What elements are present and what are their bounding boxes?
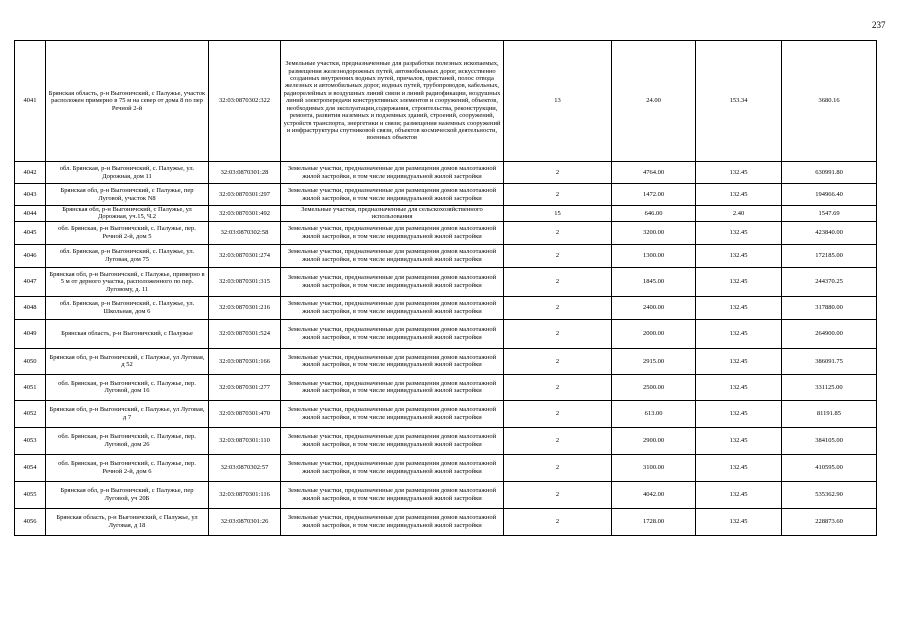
address-cell: обл. Брянская, р-н Выгоничский, с. Палужье, пер. Речной 2-й, дом 6 [46,454,209,481]
address-cell: Брянская обл, р-н Выгоничский, с Палужье, ул Луговая, д 7 [46,400,209,427]
area-cell: 4042.00 [612,481,696,508]
cadastral-number-cell: 32:03:0870301:216 [209,296,281,319]
category-code-cell: 2 [504,454,612,481]
cadastral-value-cell: 331125.00 [782,374,877,400]
unit-value-cell: 132.45 [696,162,782,184]
unit-value-cell: 132.45 [696,348,782,374]
area-cell: 2900.00 [612,427,696,454]
unit-value-cell: 2.40 [696,206,782,222]
table-row [15,162,877,184]
permitted-use-cell: Земельные участки, предназначенные для размещения домов малоэтажной жилой застройки, в том числе индивидуальной жилой застройки [281,296,504,319]
row-number: 4049 [15,319,46,348]
table-row [15,508,877,535]
permitted-use-cell: Земельные участки, предназначенные для размещения домов малоэтажной жилой застройки, в том числе индивидуальной жилой застройки [281,400,504,427]
cadastral-value-cell: 535362.90 [782,481,877,508]
address-cell: обл. Брянская, р-н Выгоничский, с. Палужье, ул. Дорожная, дом 11 [46,162,209,184]
address-cell: обл. Брянская, р-н Выгоничский, с. Палужье, пер. Луговой, дом 26 [46,427,209,454]
unit-value-cell: 132.45 [696,244,782,267]
cadastral-number-cell: 32:03:0870302:58 [209,221,281,244]
area-cell: 2000.00 [612,319,696,348]
area-cell: 2500.00 [612,374,696,400]
table-row [15,481,877,508]
permitted-use-cell: Земельные участки, предназначенные для размещения домов малоэтажной жилой застройки, в том числе индивидуальной жилой застройки [281,508,504,535]
row-number: 4047 [15,267,46,296]
row-number: 4041 [15,41,46,162]
address-cell: обл. Брянская, р-н Выгоничский, с. Палужье, ул. Школьная, дом 6 [46,296,209,319]
table-row [15,267,877,296]
cadastral-value-cell: 194966.40 [782,184,877,206]
row-number: 4043 [15,184,46,206]
cadastral-number-cell: 32:03:0870301:492 [209,206,281,222]
cadastral-number-cell: 32:03:0870301:470 [209,400,281,427]
unit-value-cell: 132.45 [696,267,782,296]
permitted-use-cell: Земельные участки, предназначенные для размещения домов малоэтажной жилой застройки, в том числе индивидуальной жилой застройки [281,348,504,374]
cadastral-number-cell: 32:03:0870301:110 [209,427,281,454]
area-cell: 646.00 [612,206,696,222]
row-number: 4056 [15,508,46,535]
row-number: 4055 [15,481,46,508]
table-row [15,454,877,481]
table-row [15,41,877,162]
row-number: 4051 [15,374,46,400]
table-row [15,374,877,400]
area-cell: 1300.00 [612,244,696,267]
unit-value-cell: 132.45 [696,184,782,206]
category-code-cell: 15 [504,206,612,222]
cadastral-number-cell: 32:03:0870301:315 [209,267,281,296]
category-code-cell: 2 [504,400,612,427]
permitted-use-cell: Земельные участки, предназначенные для размещения домов малоэтажной жилой застройки, в том числе индивидуальной жилой застройки [281,481,504,508]
row-number: 4053 [15,427,46,454]
address-cell: Брянская обл, р-н Выгоничский, с Палужье, пер Луговой, участок N8 [46,184,209,206]
category-code-cell: 2 [504,184,612,206]
area-cell: 2915.00 [612,348,696,374]
area-cell: 2400.00 [612,296,696,319]
area-cell: 613.00 [612,400,696,427]
cadastral-value-cell: 3680.16 [782,41,877,162]
permitted-use-cell: Земельные участки, предназначенные для размещения домов малоэтажной жилой застройки, в том числе индивидуальной жилой застройки [281,454,504,481]
address-cell: обл. Брянская, р-н Выгоничский, с. Палужье, пер. Речной 2-й, дом 5 [46,221,209,244]
table-row [15,244,877,267]
table-row [15,319,877,348]
area-cell: 3100.00 [612,454,696,481]
category-code-cell: 2 [504,481,612,508]
category-code-cell: 2 [504,221,612,244]
address-cell: Брянская область, р-н Выгоничский, с Палужье [46,319,209,348]
permitted-use-cell: Земельные участки, предназначенные для размещения домов малоэтажной жилой застройки, в том числе индивидуальной жилой застройки [281,162,504,184]
land-registry-table [14,40,877,536]
cadastral-value-cell: 264900.00 [782,319,877,348]
category-code-cell: 2 [504,374,612,400]
permitted-use-cell: Земельные участки, предназначенные для размещения домов малоэтажной жилой застройки, в том числе индивидуальной жилой застройки [281,427,504,454]
permitted-use-cell: Земельные участки, предназначенные для разработки полезных ископаемых, размещения железнодорожных путей, автомобильных дорог, искусственно созданных внутренних водных путей, причалов, пристаней, полос отвода железных и автомобильных дорог, водных путей, трубопроводов, кабельных, радиорелейных и воздушных линий связи и линий радиофикации, воздушных линий электропередачи конструктивных элементов и сооружений, объектов, необходимых для эксплуатации,содержания, строительства, реконструкции, ремонта, развития наземных и подземных зданий, строений, сооружений, устройств транспорта, энергетики и связи; размещения наземных сооружений и инфраструктуры спутниковой связи, объектов космической деятельности, военных объектов [281,41,504,162]
category-code-cell: 2 [504,244,612,267]
unit-value-cell: 132.45 [696,427,782,454]
table-row [15,427,877,454]
row-number: 4052 [15,400,46,427]
permitted-use-cell: Земельные участки, предназначенные для размещения домов малоэтажной жилой застройки, в том числе индивидуальной жилой застройки [281,374,504,400]
table-body [15,41,877,536]
address-cell: Брянская область, р-н Выгоничский, с Палужье, ул Луговая, д 18 [46,508,209,535]
cadastral-value-cell: 386091.75 [782,348,877,374]
category-code-cell: 13 [504,41,612,162]
unit-value-cell: 153.34 [696,41,782,162]
unit-value-cell: 132.45 [696,319,782,348]
category-code-cell: 2 [504,162,612,184]
category-code-cell: 2 [504,267,612,296]
page-number: 237 [872,20,886,30]
cadastral-value-cell: 81191.85 [782,400,877,427]
row-number: 4054 [15,454,46,481]
table-row [15,206,877,222]
address-cell: обл. Брянская, р-н Выгоничский, с. Палужье, пер. Луговой, дом 16 [46,374,209,400]
table-row [15,348,877,374]
category-code-cell: 2 [504,348,612,374]
cadastral-value-cell: 172185.00 [782,244,877,267]
address-cell: Брянская обл, р-н Выгоничский, с Палужье, ул Луговая, д 52 [46,348,209,374]
cadastral-number-cell: 32:03:0870301:166 [209,348,281,374]
table-row [15,221,877,244]
row-number: 4046 [15,244,46,267]
unit-value-cell: 132.45 [696,374,782,400]
cadastral-number-cell: 32:03:0870301:274 [209,244,281,267]
permitted-use-cell: Земельные участки, предназначенные для сельскохозяйственного использования [281,206,504,222]
category-code-cell: 2 [504,427,612,454]
unit-value-cell: 132.45 [696,454,782,481]
cadastral-value-cell: 317880.00 [782,296,877,319]
address-cell: Брянская обл, р-н Выгоничский, с Палужье, пер Луговой, уч 20Б [46,481,209,508]
cadastral-number-cell: 32:03:0870301:277 [209,374,281,400]
table-row [15,296,877,319]
cadastral-number-cell: 32:03:0870301:26 [209,508,281,535]
cadastral-number-cell: 32:03:0870301:297 [209,184,281,206]
area-cell: 3200.00 [612,221,696,244]
cadastral-value-cell: 423840.00 [782,221,877,244]
row-number: 4042 [15,162,46,184]
unit-value-cell: 132.45 [696,296,782,319]
cadastral-number-cell: 32:03:0870302:57 [209,454,281,481]
area-cell: 24.00 [612,41,696,162]
unit-value-cell: 132.45 [696,508,782,535]
permitted-use-cell: Земельные участки, предназначенные для размещения домов малоэтажной жилой застройки, в том числе индивидуальной жилой застройки [281,244,504,267]
cadastral-value-cell: 228873.60 [782,508,877,535]
permitted-use-cell: Земельные участки, предназначенные для размещения домов малоэтажной жилой застройки, в том числе индивидуальной жилой застройки [281,184,504,206]
cadastral-value-cell: 244370.25 [782,267,877,296]
unit-value-cell: 132.45 [696,400,782,427]
table-row [15,184,877,206]
unit-value-cell: 132.45 [696,481,782,508]
permitted-use-cell: Земельные участки, предназначенные для размещения домов малоэтажной жилой застройки, в том числе индивидуальной жилой застройки [281,267,504,296]
row-number: 4050 [15,348,46,374]
permitted-use-cell: Земельные участки, предназначенные для размещения домов малоэтажной жилой застройки, в том числе индивидуальной жилой застройки [281,221,504,244]
cadastral-value-cell: 410595.00 [782,454,877,481]
cadastral-number-cell: 32:03:0870301:524 [209,319,281,348]
area-cell: 1845.00 [612,267,696,296]
area-cell: 1728.00 [612,508,696,535]
row-number: 4048 [15,296,46,319]
table-row [15,400,877,427]
category-code-cell: 2 [504,296,612,319]
address-cell: Брянская область, р-н Выгоничский, с Палужье, участок расположен примерно в 75 м на север от дома 8 по пер Речной 2-й [46,41,209,162]
cadastral-value-cell: 1547.69 [782,206,877,222]
cadastral-value-cell: 630991.80 [782,162,877,184]
cadastral-number-cell: 32:03:0870301:28 [209,162,281,184]
unit-value-cell: 132.45 [696,221,782,244]
area-cell: 4764.00 [612,162,696,184]
cadastral-number-cell: 32:03:0870302:322 [209,41,281,162]
address-cell: Брянская обл, р-н Выгоничский, с Палужье, ул Дорожная, уч.15, Ч.2 [46,206,209,222]
row-number: 4044 [15,206,46,222]
area-cell: 1472.00 [612,184,696,206]
cadastral-value-cell: 384105.00 [782,427,877,454]
row-number: 4045 [15,221,46,244]
category-code-cell: 2 [504,508,612,535]
permitted-use-cell: Земельные участки, предназначенные для размещения домов малоэтажной жилой застройки, в том числе индивидуальной жилой застройки [281,319,504,348]
category-code-cell: 2 [504,319,612,348]
address-cell: Брянская обл, р-н Выгоничский, с Палужье, примерно в 5 м от дерного участка, расположенного по пер. Луговому, д. 11 [46,267,209,296]
address-cell: обл. Брянская, р-н Выгоничский, с. Палужье, ул. Луговая, дом 75 [46,244,209,267]
cadastral-number-cell: 32:03:0870301:116 [209,481,281,508]
